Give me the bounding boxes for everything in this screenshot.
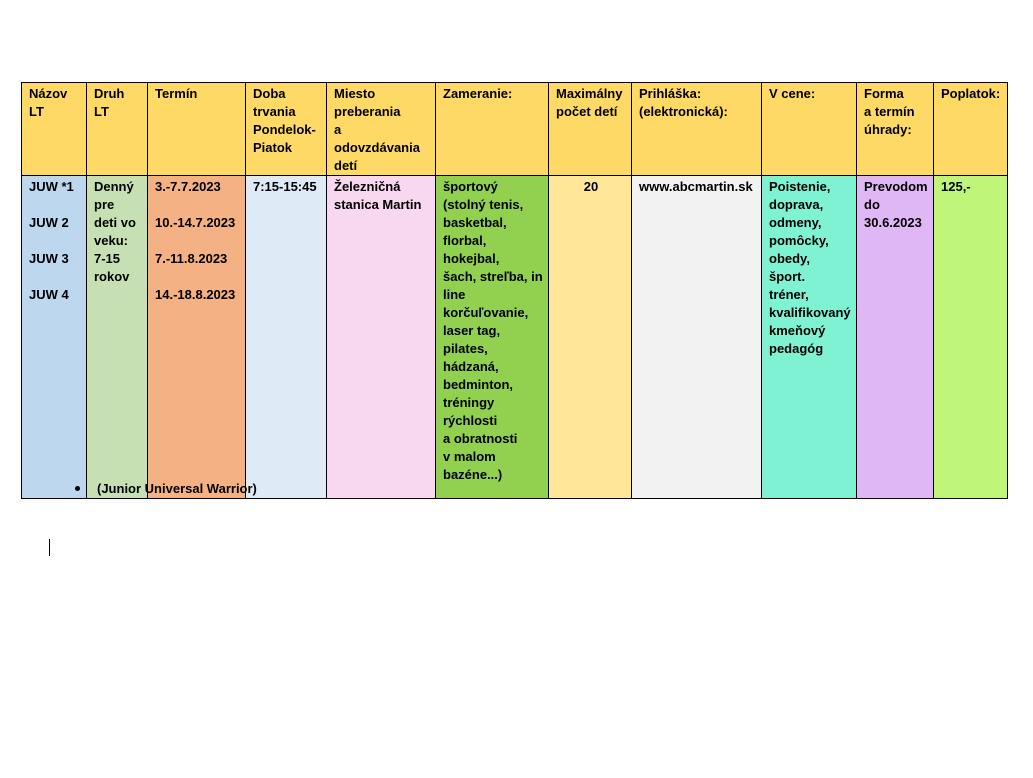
header-fee: Poplatok: <box>934 83 1008 176</box>
camp-term: 7.-11.8.2023 <box>155 251 228 266</box>
bullet-dot-icon <box>75 486 80 491</box>
cell-fee: 125,- <box>934 176 1008 499</box>
cell-terms <box>148 176 246 499</box>
cell-place: Železničná stanica Martin <box>327 176 436 499</box>
camp-term: 14.-18.8.2023 <box>155 287 236 302</box>
header-type: Druh LT <box>87 83 148 176</box>
cell-focus: športový (stolný tenis, basketbal, florbal, hokejbal, šach, streľba, in line korčuľovanie, laser tag, pilates, hádzaná, bedminton, tréningy rýchlosti a obratnosti v malom bazéne...) <box>436 176 549 499</box>
cell-max: 20 <box>549 176 632 499</box>
header-price-includes: V cene: <box>762 83 857 176</box>
text-cursor[interactable] <box>49 539 50 556</box>
camp-name: JUW 3 <box>29 251 69 266</box>
header-focus: Zameranie: <box>436 83 549 176</box>
camp-name: JUW 4 <box>29 287 69 302</box>
header-signup: Prihláška: (elektronická): <box>632 83 762 176</box>
cell-duration: 7:15-15:45 <box>246 176 327 499</box>
cell-price-includes: Poistenie, doprava, odmeny, pomôcky, obedy, šport. tréner, kvalifikovaný kmeňový pedagóg <box>762 176 857 499</box>
header-duration: Doba trvania Pondelok- Piatok <box>246 83 327 176</box>
table-header-row <box>22 83 1008 176</box>
cell-type: Denný pre deti vo veku: 7-15 rokov <box>87 176 148 499</box>
footnote-bullet <box>75 480 257 498</box>
header-place: Miesto preberania a odovzdávania detí <box>327 83 436 176</box>
table-row <box>22 176 1008 499</box>
camp-name: JUW *1 <box>29 179 74 194</box>
camp-term: 3.-7.7.2023 <box>155 179 221 194</box>
header-term: Termín <box>148 83 246 176</box>
summer-camp-table <box>21 82 1008 499</box>
cell-payment: Prevodom do 30.6.2023 <box>857 176 934 499</box>
cell-names <box>22 176 87 499</box>
header-max: Maximálny počet detí <box>549 83 632 176</box>
header-name: Názov LT <box>22 83 87 176</box>
cell-signup-link[interactable]: www.abcmartin.sk <box>632 176 762 499</box>
camp-name: JUW 2 <box>29 215 69 230</box>
header-payment: Forma a termín úhrady: <box>857 83 934 176</box>
footnote-text: (Junior Universal Warrior) <box>97 481 257 496</box>
camp-term: 10.-14.7.2023 <box>155 215 236 230</box>
